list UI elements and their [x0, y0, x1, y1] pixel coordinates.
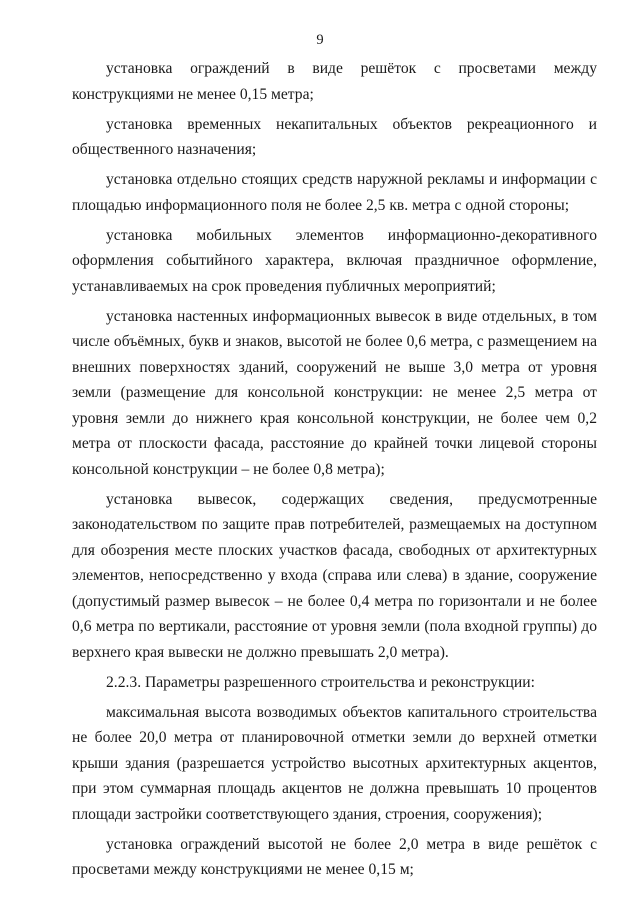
- paragraph-fence-height: установка ограждений высотой не более 2,0 метра в виде решёток с просветами между конструкциями не менее 0,15 м;: [72, 835, 597, 878]
- paragraph-wall-signs: установка настенных информационных вывесок в виде отдельных, в том числе объёмных, букв и знаков, высотой не более 0,6 метра, с размещением на внешних поверхностях зданий, сооружений не выше 3,0 метра от уровня земли (размещение для консольной конструкции: не менее 2,5 метра от уровня земли до нижнего края консольной конструкции, не более чем 0,2 метра от плоскости фасада, расстояние до крайней точки лицевой стороны консольной конструкции – не более 0,8 метра);: [72, 307, 597, 478]
- document-body: [72, 56, 597, 883]
- paragraph-outdoor-advertising: установка отдельно стоящих средств наружной рекламы и информации с площадью информационного поля не более 2,5 кв. метра с одной стороны;: [72, 171, 597, 214]
- paragraph-mobile-decor: установка мобильных элементов информационно-декоративного оформления событийного характера, включая праздничное оформление, устанавливаемых на срок проведения публичных мероприятий;: [72, 226, 597, 295]
- section-heading-2-2-3: 2.2.3. Параметры разрешенного строительства и реконструкции:: [106, 673, 535, 691]
- page-number: 9: [316, 32, 324, 48]
- paragraph-consumer-signs: установка вывесок, содержащих сведения, предусмотренные законодательством по защите прав потребителей, размещаемых на доступном для обозрения месте плоских участков фасада, свободных от архитектурных элементов, непосредственно у входа (справа или слева) в здание, сооружение (допустимый размер вывесок – не более 0,4 метра по горизонтали и не более 0,6 метра по вертикали, расстояние от уровня земли (пола входной группы) до верхнего края вывески не должно превышать 2,0 метра).: [72, 490, 597, 661]
- paragraph-temporary-objects: установка временных некапитальных объектов рекреационного и общественного назначения;: [72, 115, 597, 158]
- paragraph-max-height: максимальная высота возводимых объектов капитального строительства не более 20,0 метра от планировочной отметки земли до верхней отметки крыши здания (разрешается устройство высотных архитектурных акцентов, при этом суммарная площадь акцентов не должна превышать 10 процентов площади застройки соответствующего здания, строения, сооружения);: [72, 703, 597, 823]
- paragraph-fence-lattice: установка ограждений в виде решёток с просветами между конструкциями не менее 0,15 метра;: [72, 60, 597, 103]
